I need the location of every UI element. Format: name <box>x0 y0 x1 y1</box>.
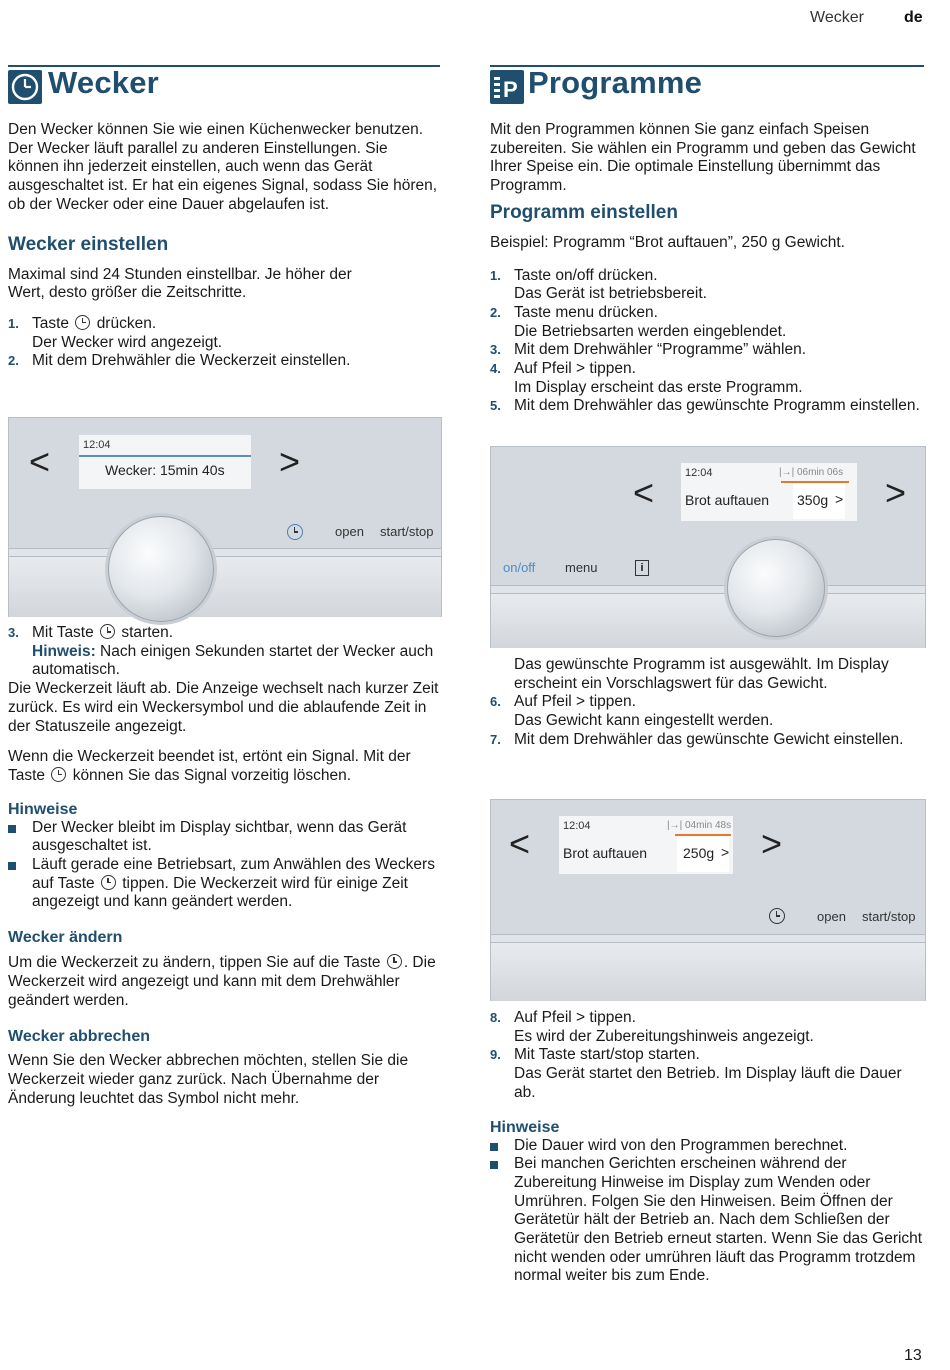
chevron-right-icon[interactable]: > <box>721 844 730 860</box>
wecker-einstellen-text: Maximal sind 24 Stunden einstellbar. Je höher der Wert, desto größer die Zeitschritte. <box>8 265 352 302</box>
arrow-left-button[interactable]: < <box>29 441 51 482</box>
display <box>559 816 733 874</box>
running-text: Die Weckerzeit läuft ab. Die Anzeige wechselt nach kurzer Zeit zurück. Es wird ein Weckersymbol und die ablaufende Zeit in der Statuszeile angezeigt. <box>8 680 439 735</box>
menu-button[interactable]: menu <box>565 560 598 575</box>
info-icon[interactable]: i <box>635 560 649 576</box>
display-text: Wecker: 15min 40s <box>105 462 225 478</box>
display-weight: 250g <box>683 845 715 861</box>
programm-example: Beispiel: Programm “Brot auftauen”, 250 g Gewicht. <box>490 233 845 251</box>
timer-button-icon[interactable] <box>287 524 303 540</box>
rotary-selector-knob[interactable] <box>108 516 214 622</box>
list-item: 2. Mit dem Drehwähler die Weckerzeit einstellen. <box>8 352 351 370</box>
list-item: 3. Mit Taste starten. Hinweis: Nach einigen Sekunden startet der Wecker auch automatisch. <box>8 624 434 679</box>
wecker-abbrechen-heading: Wecker abbrechen <box>8 1028 150 1046</box>
list-item: Der Wecker bleibt im Display sichtbar, wenn das Gerät ausgeschaltet ist. <box>8 819 440 856</box>
programme-heading <box>490 65 924 119</box>
chevron-right-icon[interactable]: > <box>835 491 844 507</box>
arrow-right-button[interactable]: > <box>279 441 301 482</box>
rotary-selector-knob[interactable] <box>727 539 825 637</box>
control-panel-wecker <box>8 417 442 617</box>
list-item: 6. Auf Pfeil > tippen. Das Gewicht kann eingestellt werden. <box>490 693 774 730</box>
wecker-aendern-heading: Wecker ändern <box>8 929 123 947</box>
clock-icon <box>387 954 402 969</box>
wecker-heading <box>8 65 440 119</box>
on-off-button[interactable]: on/off <box>503 560 536 575</box>
program-p-icon <box>490 70 524 104</box>
clock-icon <box>75 315 90 330</box>
display-weight: 350g <box>797 492 829 508</box>
display <box>681 463 857 521</box>
list-item: 3. Mit dem Drehwähler “Programme” wählen. <box>490 341 807 359</box>
display-duration: |→| 04min 48s <box>667 820 732 831</box>
arrow-right-button[interactable]: > <box>761 823 783 864</box>
page-title-programme: Programme <box>528 65 703 100</box>
control-panel-program-2 <box>490 799 926 1001</box>
display-duration: |→| 06min 06s <box>779 467 844 478</box>
list-item: 4. Auf Pfeil > tippen. Im Display erscheint das erste Programm. <box>490 360 803 396</box>
display-program: Brot auftauen <box>563 845 648 861</box>
list-item: Die Dauer wird von den Programmen berechnet. <box>490 1137 924 1156</box>
display-time: 12:04 <box>685 467 713 479</box>
start-stop-button[interactable]: start/stop <box>862 909 916 924</box>
arrow-right-button[interactable]: > <box>885 472 907 513</box>
hinweise-heading: Hinweise <box>8 800 78 818</box>
start-stop-button[interactable]: start/stop <box>380 524 434 539</box>
arrow-left-button[interactable]: < <box>509 823 531 864</box>
list-item: 7. Mit dem Drehwähler das gewünschte Gewicht einstellen. <box>490 730 904 748</box>
control-panel-program <box>490 446 926 648</box>
open-button[interactable]: open <box>817 909 846 924</box>
display-time: 12:04 <box>563 820 591 832</box>
wecker-abbrechen-text: Wenn Sie den Wecker abbrechen möchten, stellen Sie die Weckerzeit wieder ganz zurück. Nach Übernahme der Änderung leuchtet das Symbol nicht mehr. <box>8 1052 409 1107</box>
wecker-intro: Den Wecker können Sie wie einen Küchenwecker benutzen. Der Wecker läuft parallel zu anderen Einstellungen. Sie können ihn jederzeit einstellen, auch wenn das Gerät ausgeschaltet ist. Er hat ein eigenes Signal, sodass Sie hören, ob der Wecker oder eine Dauer abgelaufen ist. <box>8 121 438 213</box>
programme-intro: Mit den Programmen können Sie ganz einfach Speisen zubereiten. Sie wählen ein Programm und geben das Gewicht Ihrer Speise ein. Die optimale Einstellung übernimmt das Programm. <box>490 121 916 195</box>
wecker-einstellen-heading: Wecker einstellen <box>8 233 169 255</box>
wecker-aendern-text: Um die Weckerzeit zu ändern, tippen Sie auf die Taste . Die Weckerzeit wird angezeigt und kann mit dem Drehwähler geändert werden. <box>8 954 436 1009</box>
header-language: de <box>904 9 923 26</box>
list-item: Läuft gerade eine Betriebsart, zum Anwählen des Weckers auf Taste tippen. Die Weckerzeit wird für einige Zeit angezeigt und kann geändert werden. <box>8 856 440 912</box>
page-title-wecker: Wecker <box>48 65 159 100</box>
list-item: 1. Taste on/off drücken. Das Gerät ist betriebsbereit. <box>490 266 707 303</box>
page-number: 13 <box>904 1347 922 1364</box>
list-item: 8. Auf Pfeil > tippen. Es wird der Zubereitungshinweis angezeigt. <box>490 1009 814 1045</box>
svg-text:P: P <box>503 77 518 102</box>
open-button[interactable]: open <box>335 524 364 539</box>
list-item: 2. Taste menu drücken. Die Betriebsarten werden eingeblendet. <box>490 303 787 340</box>
list-item: 5. Mit dem Drehwähler das gewünschte Programm einstellen. <box>490 397 920 415</box>
timer-button-icon[interactable] <box>769 908 785 924</box>
display-program: Brot auftauen <box>685 492 770 508</box>
clock-icon <box>8 70 42 104</box>
programm-einstellen-heading: Programm einstellen <box>490 201 678 223</box>
list-item: Bei manchen Gerichten erscheinen während der Zubereitung Hinweise im Display zum Wenden oder Umrühren. Folgen Sie den Hinweisen. Beim Öffnen der Gerätetür hält der Betrieb an. Nach dem Schließen der Gerätetür den Betrieb erneut starten. Wenn Sie das Gericht nicht wenden oder umrühren läuft das Programm trotzdem normal weiter bis zum Ende. <box>490 1155 924 1286</box>
hinweise-heading: Hinweise <box>490 1118 560 1136</box>
arrow-left-button[interactable]: < <box>633 472 655 513</box>
list-item: 1. Taste drücken. Der Wecker wird angezeigt. <box>8 314 223 351</box>
after-step5-text: Das gewünschte Programm ist ausgewählt. Im Display erscheint ein Vorschlagswert für das Gewicht. <box>514 656 889 692</box>
display-time: 12:04 <box>83 439 111 451</box>
list-item: 9. Mit Taste start/stop starten. Das Gerät startet den Betrieb. Im Display läuft die Dauer ab. <box>490 1046 902 1101</box>
end-text: Wenn die Weckerzeit beendet ist, ertönt ein Signal. Mit der Taste können Sie das Signal vorzeitig löschen. <box>8 748 411 784</box>
display <box>79 435 251 489</box>
clock-icon <box>100 624 115 639</box>
clock-icon <box>51 767 66 782</box>
clock-icon <box>101 875 116 890</box>
header-section-title: Wecker <box>810 9 864 26</box>
